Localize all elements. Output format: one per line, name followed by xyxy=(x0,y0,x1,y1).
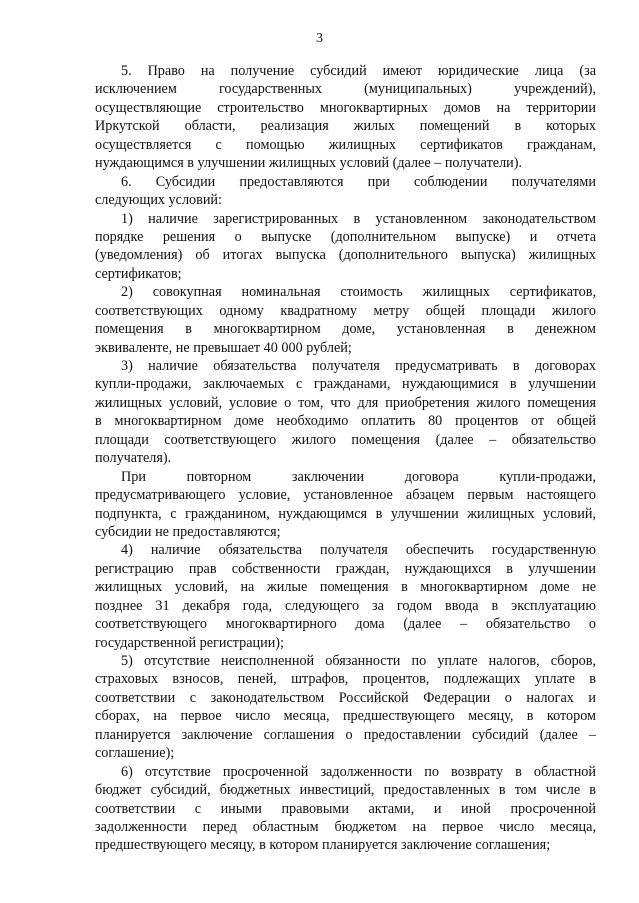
text-line: позднее 31 декабря года, следующего за годом ввода в эксплуатацию xyxy=(95,597,596,614)
text-line: исключением государственных (муниципальных) учреждений), xyxy=(95,81,596,98)
text-line: помещения в многоквартирном доме, установленная в денежном xyxy=(95,321,596,338)
text-line: подпункта, с гражданином, нуждающимся в улучшении жилищных условий, xyxy=(95,505,596,522)
page-number: 3 xyxy=(316,31,323,46)
text-line: жилищных условий, условие о том, что для приобретения жилого помещения xyxy=(95,394,596,411)
text-line: эквиваленте, не превышает 40 000 рублей; xyxy=(95,339,352,356)
text-line: 3) наличие обязательства получателя предусматривать в договорах xyxy=(121,358,596,374)
text-line: соответствующих одному квадратному метру общей площади жилого xyxy=(95,302,596,319)
text-line: получателя). xyxy=(95,450,172,467)
text-line: сборах, на первое число месяца, предшествующего месяцу, в котором xyxy=(95,708,596,725)
text-line: 6. Субсидии предоставляются при соблюдении получателями xyxy=(121,173,596,190)
text-line: 5) отсутствие неисполненной обязанности по уплате налогов, сборов, xyxy=(121,653,596,669)
text-line: 2) совокупная номинальная стоимость жилищных сертификатов, xyxy=(121,284,596,301)
text-line: (уведомления) об итогах выпуска (дополнительного выпуска) жилищных xyxy=(95,247,596,264)
text-line: соответствии с законодательством Российской Федерации о налогах и xyxy=(95,689,596,706)
text-line: порядке решения о выпуске (дополнительном выпуске) и отчета xyxy=(95,228,596,245)
text-line: регистрацию прав собственности граждан, нуждающихся в улучшении xyxy=(95,560,596,577)
text-line: предшествующего месяцу, в котором планируется заключение соглашения; xyxy=(95,837,551,854)
text-line: субсидии не предоставляются; xyxy=(95,523,281,540)
text-line: осуществляется с помощью жилищных сертификатов гражданам, xyxy=(95,136,596,153)
text-line: страховых взносов, пеней, штрафов, процентов, подлежащих уплате в xyxy=(95,671,596,688)
text-line: 5. Право на получение субсидий имеют юридические лица (за xyxy=(121,63,596,79)
text-line: осуществляющие строительство многоквартирных домов на территории xyxy=(95,99,596,116)
text-line: планируется заключение соглашения о предоставлении субсидий (далее – xyxy=(95,726,596,743)
text-line: государственной регистрации); xyxy=(95,634,284,651)
body-text xyxy=(95,62,596,855)
text-line: 1) наличие зарегистрированных в установленном законодательством xyxy=(121,210,596,227)
text-line: жилищных условий, на жилые помещения в многоквартирном доме не xyxy=(95,579,596,596)
text-line: площади соответствующего жилого помещения (далее – обязательство xyxy=(95,431,596,448)
text-line: Иркутской области, реализация жилых помещений в которых xyxy=(95,118,596,135)
text-line: купли-продажи, заключаемых с гражданами, нуждающимися в улучшении xyxy=(95,376,596,393)
text-line: нуждающимся в улучшении жилищных условий (далее – получатели). xyxy=(95,155,523,172)
text-line: соглашение); xyxy=(95,745,175,762)
text-line: следующих условий: xyxy=(95,192,222,209)
text-line: в многоквартирном доме необходимо оплатить 80 процентов от общей xyxy=(95,413,596,430)
text-line: При повторном заключении договора купли-продажи, xyxy=(121,468,596,485)
text-line: 6) отсутствие просроченной задолженности по возврату в областной xyxy=(121,763,596,780)
text-line: 4) наличие обязательства получателя обеспечить государственную xyxy=(121,542,596,559)
text-line: соответствии с иными правовыми актами, и иной просроченной xyxy=(95,800,596,817)
text-line: бюджет субсидий, бюджетных инвестиций, предоставленных в том числе в xyxy=(95,782,596,799)
text-line: соответствующего многоквартирного дома (далее – обязательство о xyxy=(95,616,596,633)
text-line: сертификатов; xyxy=(95,265,182,282)
text-line: предусматривающего условие, установленное абзацем первым настоящего xyxy=(95,487,596,504)
text-line: задолженности перед областным бюджетом на первое число месяца, xyxy=(95,818,596,835)
